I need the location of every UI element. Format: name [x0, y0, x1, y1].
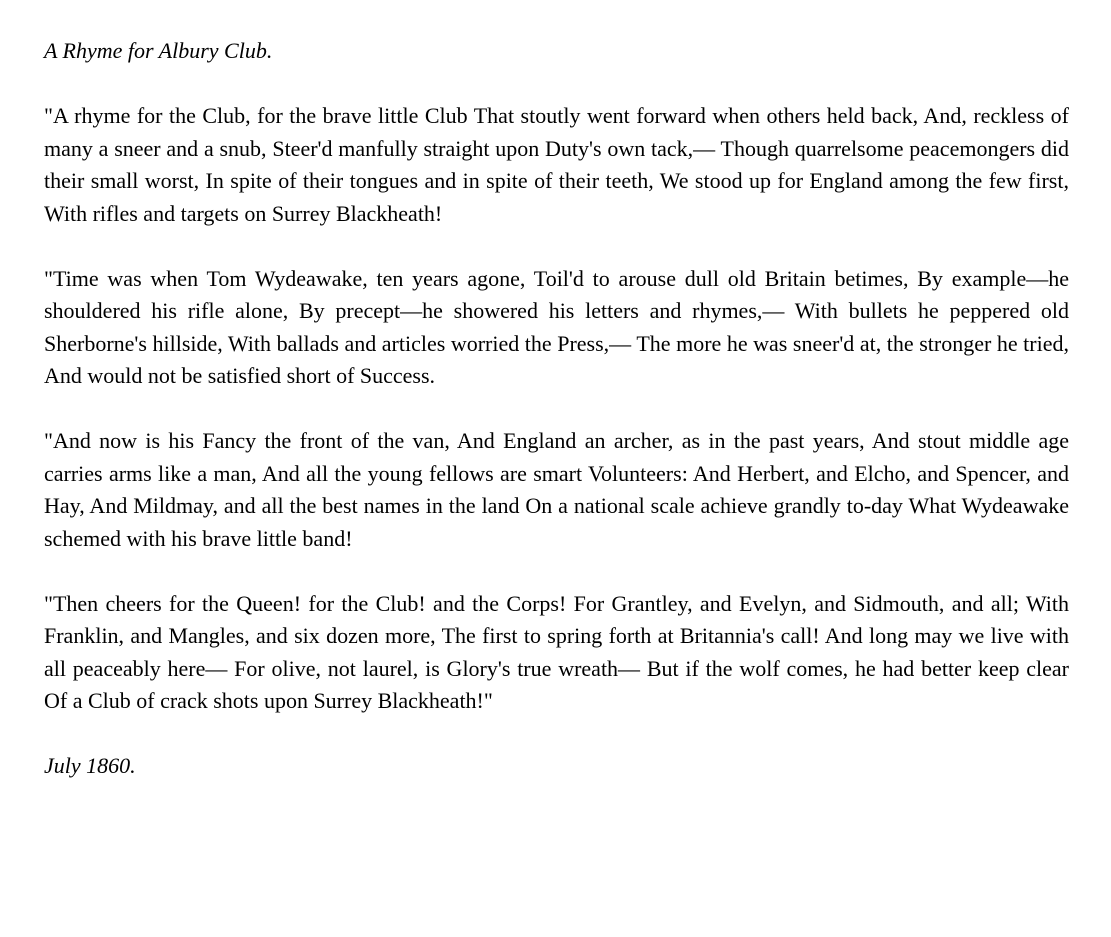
poem-paragraph-1: "A rhyme for the Club, for the brave little Club That stoutly went forward when others held back, And, reckless of many a sneer and a snub, Steer'd manfully straight upon Duty's own tack,— Though quarrelsome peacemongers did their small worst, In spite of their tongues and in spite of their teeth, We stood up for England among the few first, With rifles and targets on Surrey Blackheath!: [44, 103, 1069, 226]
poem-title: A Rhyme for Albury Club.: [44, 38, 273, 63]
poem-paragraph-2: "Time was when Tom Wydeawake, ten years agone, Toil'd to arouse dull old Britain betimes, By example—he shouldered his rifle alone, By precept—he showered his letters and rhymes,— With bullets he peppered old Sherborne's hillside, With ballads and articles worried the Press,— The more he was sneer'd at, the stronger he tried, And would not be satisfied short of Success.: [44, 265, 1069, 388]
date-line: July 1860.: [44, 753, 136, 778]
poem-paragraph-4: "Then cheers for the Queen! for the Club! and the Corps! For Grantley, and Evelyn, and Sidmouth, and all; With Franklin, and Mangles, and six dozen more, The first to spring forth at Britannia's call! And long may we live with all peaceably here— For olive, not laurel, is Glory's true wreath— But if the wolf comes, he had better keep clear Of a Club of crack shots upon Surrey Blackheath!": [44, 590, 1069, 713]
poem-paragraph-3: "And now is his Fancy the front of the van, And England an archer, as in the past years, And stout middle age carries arms like a man, And all the young fellows are smart Volunteers: And Herbert, and Elcho, and Spencer, and Hay, And Mildmay, and all the best names in the land On a national scale achieve grandly to-day What Wydeawake schemed with his brave little band!: [44, 428, 1069, 551]
